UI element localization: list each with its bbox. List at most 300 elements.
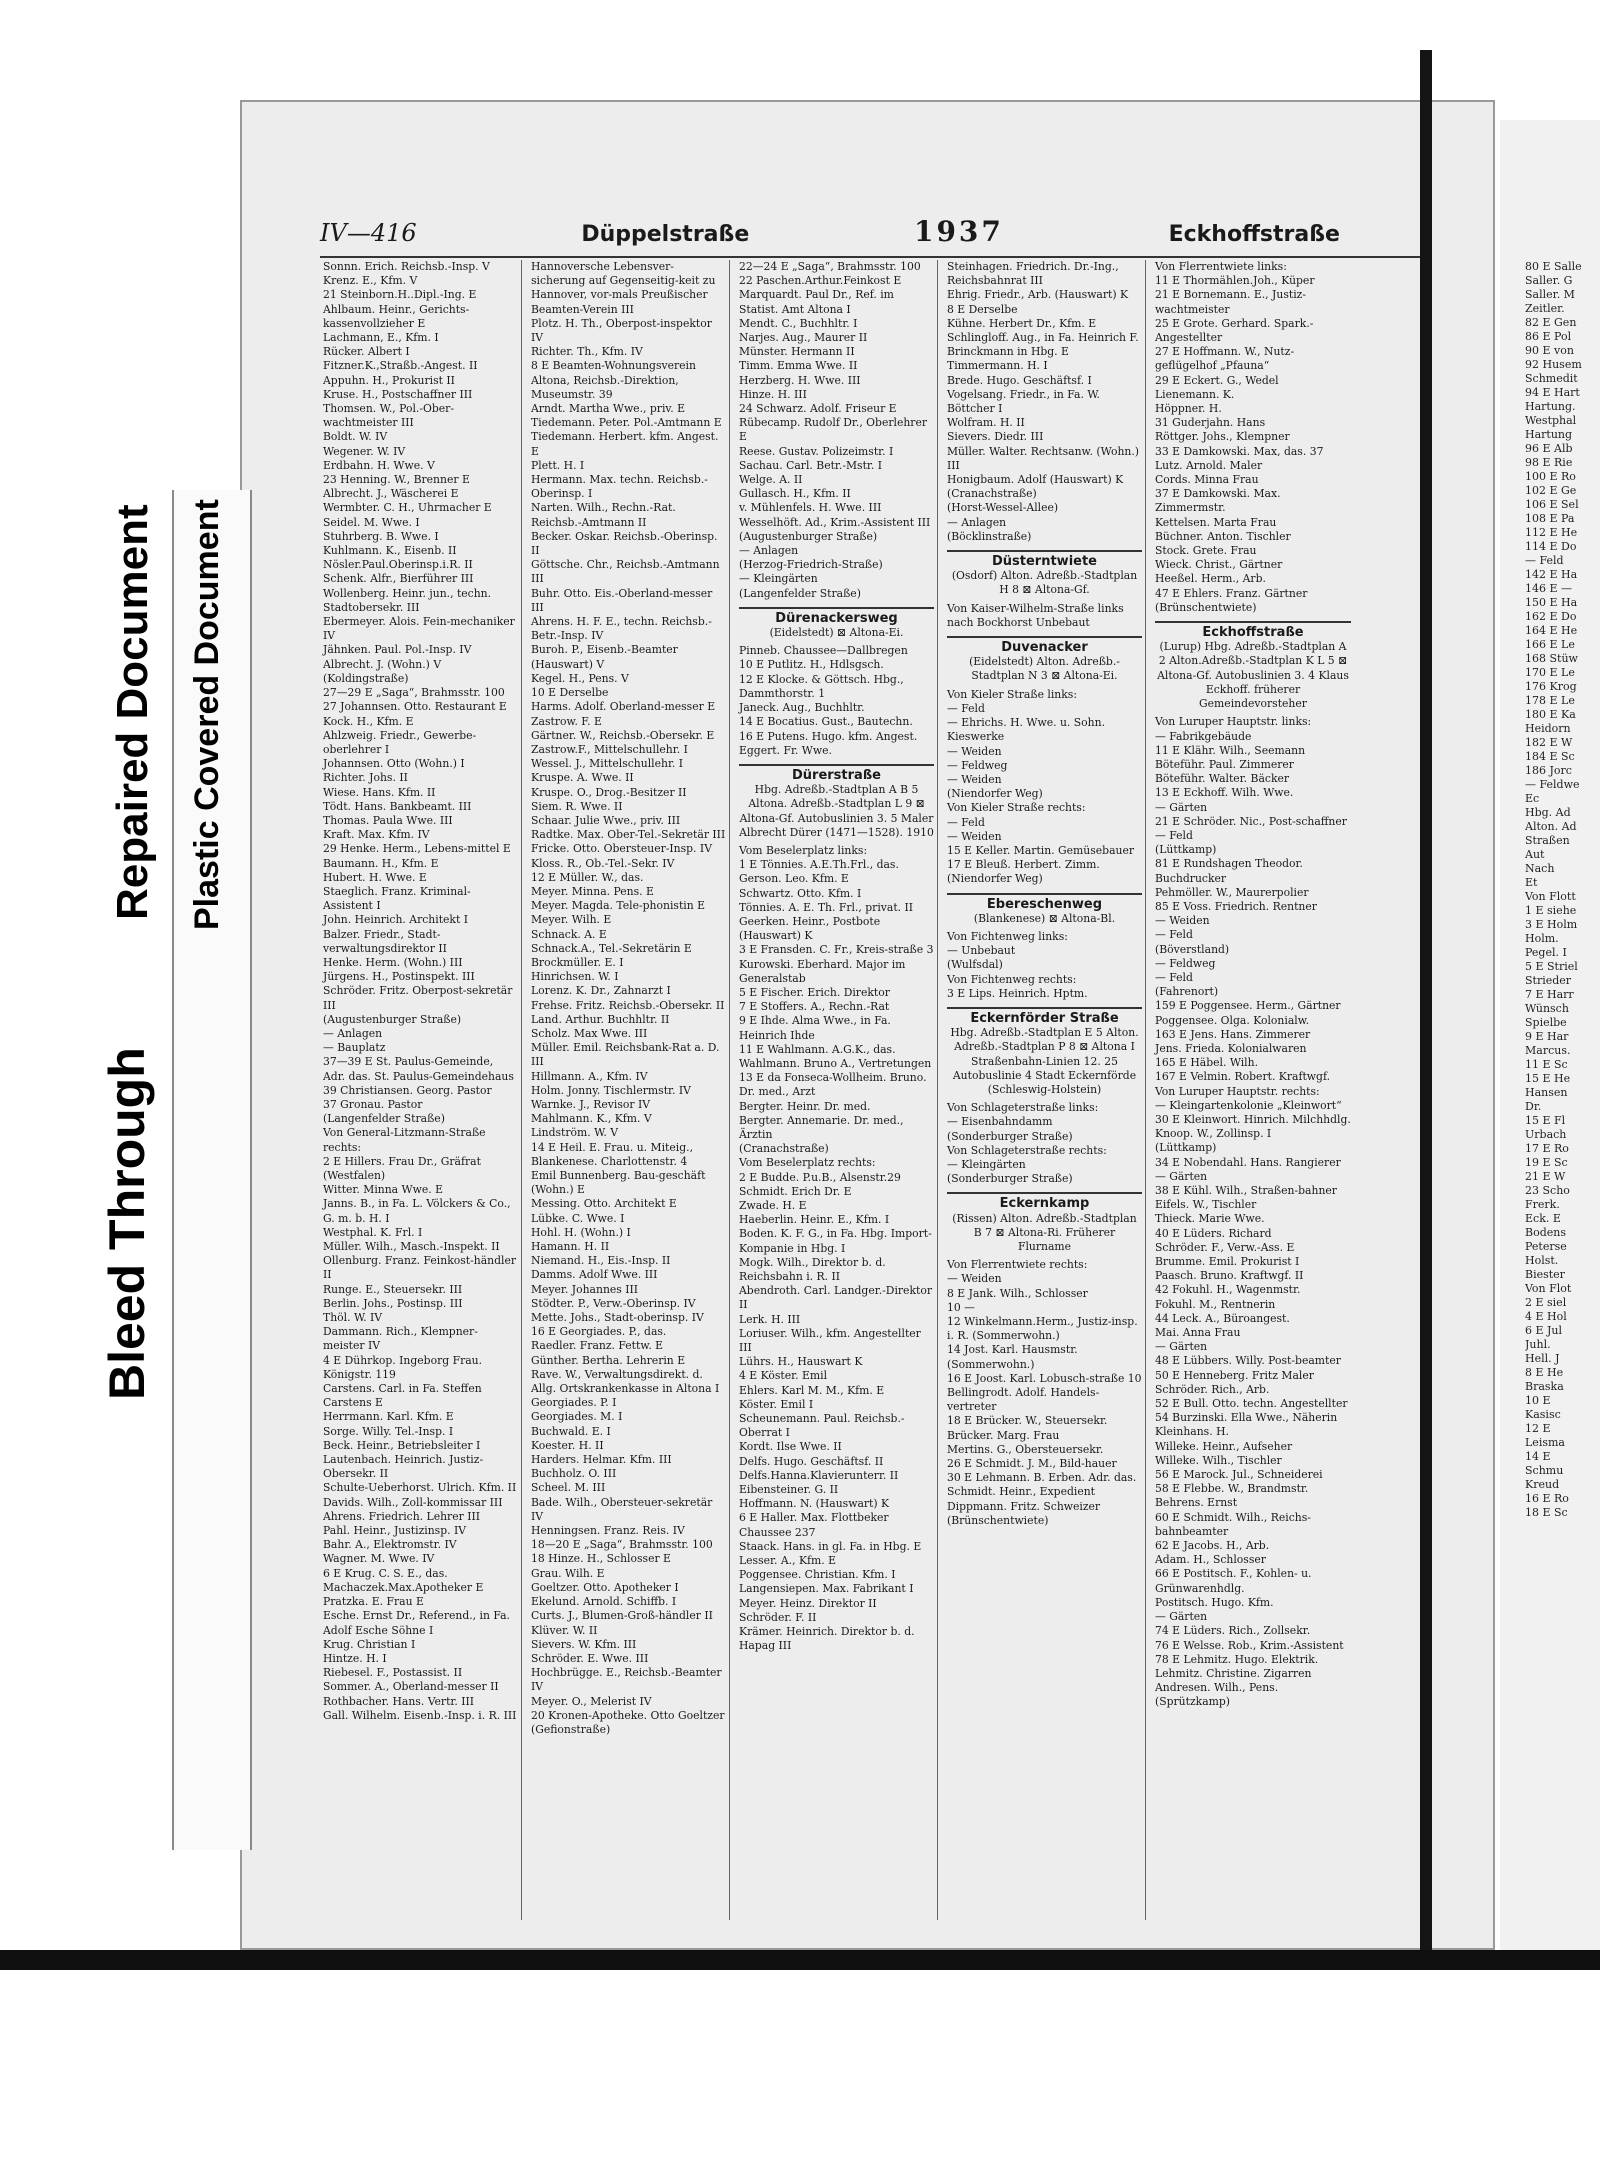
directory-entry: Von Kaiser-Wilhelm-Straße links nach Bockhorst Unbebaut <box>947 601 1128 629</box>
directory-entry: Raedler. Franz. Fettw. E <box>531 1339 664 1353</box>
directory-entry: Mertins. G., Obersteuersekr. <box>947 1442 1104 1456</box>
directory-entry: 60 E Schmidt. Wilh., Reichs-bahnbeamter <box>1155 1510 1311 1538</box>
directory-column <box>736 260 938 1920</box>
directory-entry: Scheunemann. Paul. Reichsb.-Oberrat I <box>739 1412 905 1440</box>
directory-entry: Niemand. H., Eis.-Insp. II <box>531 1254 671 1268</box>
directory-entry: 38 E Kühl. Wilh., Straßen-bahner <box>1155 1184 1337 1197</box>
next-page-line: 178 E Le <box>1525 694 1575 707</box>
directory-entry: Wagner. M. Wwe. IV <box>323 1552 435 1566</box>
directory-entry: Mai. Anna Frau <box>1155 1326 1241 1340</box>
directory-column <box>944 260 1146 1920</box>
next-page-line: 142 E Ha <box>1525 568 1578 581</box>
directory-entry: Harms. Adolf. Oberland-messer E <box>531 700 716 714</box>
directory-entry: Krämer. Heinrich. Direktor b. d. Hapag III <box>739 1625 919 1653</box>
next-page-line: 82 E Gen <box>1525 316 1577 329</box>
next-page-line: 180 E Ka <box>1525 708 1576 721</box>
directory-entry: 44 Leck. A., Büroangest. <box>1155 1311 1290 1325</box>
next-page-line: 1 E siehe <box>1525 904 1577 917</box>
directory-entry: Tönnies. A. E. Th. Frl., privat. II <box>739 900 914 914</box>
next-page-line: Braska <box>1525 1380 1564 1393</box>
directory-entry: Mette. Johs., Stadt-oberinsp. IV <box>531 1311 704 1325</box>
directory-entry: Kock. H., Kfm. E <box>323 714 414 728</box>
directory-entry: (Brünschentwiete) <box>947 1513 1049 1527</box>
street-title: Düsterntwiete <box>991 554 1097 570</box>
directory-entry: Narjes. Aug., Maurer II <box>739 331 868 345</box>
directory-entry: Poggensee. Christian. Kfm. I <box>739 1568 896 1582</box>
directory-entry: Lindström. W. V <box>531 1126 619 1140</box>
directory-entry: (Sprützkamp) <box>1155 1695 1231 1709</box>
directory-entry: Wollenberg. Heinr. jun., techn. Stadtobersekr. III <box>323 586 495 614</box>
directory-entry: 29 E Eckert. G., Wedel <box>1155 373 1279 387</box>
directory-entry: Paasch. Bruno. Kraftwgf. II <box>1155 1269 1304 1283</box>
directory-entry: Narten. Wilh., Rechn.-Rat. Reichsb.-Amtmann II <box>531 501 680 529</box>
directory-entry: 11 E Klähr. Wilh., Seemann <box>1155 743 1306 757</box>
directory-entry: 66 E Postitsch. F., Kohlen- u. Grünwarenhdlg. <box>1155 1567 1315 1595</box>
directory-entry: Kraft. Max. Kfm. IV <box>323 828 430 842</box>
next-page-line: Ec <box>1525 792 1540 805</box>
directory-entry: 22—24 E „Saga“, Brahmsstr. 100 <box>739 260 921 273</box>
street-details: Hbg. Adreßb.-Stadtplan A B 5 Altona. Adreßb.-Stadtplan L 9 ⊠ Altona-Gf. Autobuslinien 3. 5 Maler Albrecht Dürer (1471—1528). 1910 <box>739 783 934 839</box>
directory-entry: 14 Jost. Karl. Hausmstr. (Sommerwohn.) <box>947 1343 1082 1371</box>
next-page-line: Aut <box>1525 848 1545 861</box>
directory-entry: 34 E Nobendahl. Hans. Rangierer <box>1155 1155 1341 1169</box>
directory-entry: Radtke. Max. Ober-Tel.-Sekretär III <box>531 828 726 842</box>
next-page-line: 184 E Sc <box>1525 750 1575 763</box>
directory-entry: (Niendorfer Weg) <box>947 787 1043 801</box>
directory-entry: Schröder. Rich., Arb. <box>1155 1382 1270 1396</box>
directory-entry: Zwade. H. E <box>739 1199 807 1212</box>
directory-entry: Meyer. Wilh. E <box>531 913 612 927</box>
directory-entry: Von Schlageterstraße links: <box>947 1101 1099 1115</box>
next-page-line: Schmedit <box>1525 372 1578 385</box>
directory-entry: Göttsche. Chr., Reichsb.-Amtmann III <box>531 558 723 586</box>
directory-entry: (Langenfelder Straße) <box>739 586 861 600</box>
street-details: Hbg. Adreßb.-Stadtplan E 5 Alton. Adreßb.-Stadtplan P 8 ⊠ Altona I Straßenbahn-Linien 12. 25 Autobuslinie 4 Stadt Eckernförde (Schleswig-Holstein) <box>950 1026 1139 1096</box>
directory-entry: Janeck. Aug., Buchhltr. <box>739 701 865 715</box>
directory-entry: Lührs. H., Hauswart K <box>739 1355 863 1369</box>
directory-entry: Cords. Minna Frau <box>1155 473 1259 487</box>
directory-entry: — Feldweg <box>1155 956 1216 970</box>
directory-entry: Tiedemann. Herbert. kfm. Angest. E <box>531 430 722 458</box>
next-page-line: 186 Jorc <box>1525 764 1572 777</box>
directory-entry: 16 E Georgiades. P., das. <box>531 1325 667 1339</box>
next-page-line: 94 E Hart <box>1525 386 1580 399</box>
directory-entry: — Feld <box>1155 970 1193 984</box>
directory-entry: Eibensteiner. G. II <box>739 1483 839 1497</box>
directory-entry: Schmidt. Erich Dr. E <box>739 1184 852 1198</box>
directory-entry: Brede. Hugo. Geschäftsf. I <box>947 373 1092 387</box>
header-left-street: Düppelstraße <box>581 222 750 247</box>
directory-entry: Carstens. Carl. in Fa. Steffen Carstens E <box>323 1382 486 1410</box>
directory-entry: Zastrow. F. E <box>531 714 602 728</box>
directory-entry: Beck. Heinr., Betriebsleiter I <box>323 1438 481 1452</box>
directory-entry: Bade. Wilh., Obersteuer-sekretär IV <box>531 1495 716 1523</box>
directory-entry: Wegener. W. IV <box>323 444 406 458</box>
directory-column <box>528 260 730 1920</box>
directory-entry: Behrens. Ernst <box>1155 1496 1238 1510</box>
next-page-line: 108 E Pa <box>1525 512 1575 525</box>
directory-entry: Johannsen. Otto (Wohn.) I <box>323 757 465 771</box>
directory-entry: Vogelsang. Friedr., in Fa. W. Böttcher I <box>947 387 1104 416</box>
directory-entry: Thomas. Paula Wwe. III <box>323 813 453 827</box>
next-page-line: 106 E Sel <box>1525 498 1579 511</box>
directory-entry: 21 E Schröder. Nic., Post-schaffner <box>1155 814 1347 828</box>
directory-entry: 16 E Joost. Karl. Lobusch-straße 10 <box>947 1371 1142 1385</box>
directory-entry: 20 Kronen-Apotheke. Otto Goeltzer <box>531 1708 725 1722</box>
directory-entry: Albrecht. J. (Wohn.) V <box>323 657 442 671</box>
directory-entry: Meyer. O., Melerist IV <box>531 1694 652 1708</box>
street-heading <box>739 607 934 640</box>
directory-entry: Curts. J., Blumen-Groß-händler II <box>531 1609 713 1623</box>
directory-entry: Kloss. R., Ob.-Tel.-Sekr. IV <box>531 856 675 870</box>
directory-entry: Ehrig. Friedr., Arb. (Hauswart) K <box>947 288 1129 302</box>
directory-entry: Langensiepen. Max. Fabrikant I <box>739 1582 914 1596</box>
next-page-line: 15 E He <box>1525 1072 1571 1085</box>
directory-entry: Timmermann. H. I <box>947 359 1048 373</box>
street-details: (Eidelstedt) Alton. Adreßb.-Stadtplan N 3 ⊠ Altona-Ei. <box>969 655 1120 683</box>
directory-entry: (Koldingstraße) <box>323 671 409 685</box>
directory-entry: 1 E Tönnies. A.E.Th.Frl., das. <box>739 858 899 872</box>
next-page-line: 182 E W <box>1525 736 1573 749</box>
directory-entry: John. Heinrich. Architekt I <box>323 913 469 927</box>
next-page-line: Kasisc <box>1525 1408 1561 1421</box>
next-page-line: 166 E Le <box>1525 638 1575 651</box>
next-page-line: Bodens <box>1525 1226 1566 1239</box>
directory-entry: Hohl. H. (Wohn.) I <box>531 1225 631 1239</box>
directory-entry: Haeberlin. Heinr. E., Kfm. I <box>739 1213 890 1227</box>
directory-entry: (Böcklinstraße) <box>947 529 1032 543</box>
directory-entry: Münster. Hermann II <box>739 345 855 359</box>
directory-entry: Stödter. P., Verw.-Oberinsp. IV <box>531 1296 696 1310</box>
directory-entry: 23 Henning. W., Brenner E <box>323 473 470 487</box>
directory-entry: Warnke. J., Revisor IV <box>531 1097 651 1111</box>
directory-entry: 48 E Lübbers. Willy. Post-beamter <box>1155 1354 1341 1368</box>
directory-entry: Willeke. Wilh., Tischler <box>1155 1453 1282 1467</box>
directory-entry: Von Kieler Straße rechts: <box>947 801 1086 815</box>
side-labels <box>88 450 248 1850</box>
directory-entry: v. Mühlenfels. H. Wwe. III <box>739 501 882 515</box>
directory-entry: Siem. R. Wwe. II <box>531 799 623 813</box>
directory-entry: Ahlbaum. Heinr., Gerichts-kassenvollzieher E <box>323 302 470 330</box>
directory-entry: — Kleingärten <box>739 572 818 586</box>
directory-entry: Buroh. P., Eisenb.-Beamter (Hauswart) V <box>531 643 682 671</box>
directory-entry: (Lüttkamp) <box>1155 1141 1217 1155</box>
scanner-bottom-band <box>0 1950 1600 1970</box>
directory-entry: 26 E Schmidt. J. M., Bild-hauer <box>947 1457 1117 1471</box>
next-page-line: 146 E — <box>1525 582 1573 595</box>
directory-entry: Schmidt. Heinr., Expedient <box>947 1485 1096 1499</box>
directory-entry: Davids. Wilh., Zoll-kommissar III <box>323 1495 503 1509</box>
directory-entry: Von Fichtenweg rechts: <box>947 972 1077 986</box>
next-page-line: 150 E Ha <box>1525 596 1578 609</box>
directory-entry: (Gefionstraße) <box>531 1722 611 1736</box>
directory-entry: Goeltzer. Otto. Apotheker I <box>531 1580 679 1594</box>
directory-entry: Ahlzweig. Friedr., Gewerbe-oberlehrer I <box>323 728 477 756</box>
directory-entry: Thieck. Marie Wwe. <box>1155 1212 1265 1226</box>
directory-entry: (Böverstland) <box>1155 942 1230 956</box>
next-page-line: 14 E <box>1525 1450 1551 1463</box>
next-page-line: Kreud <box>1525 1478 1560 1491</box>
directory-entry: Dippmann. Fritz. Schweizer <box>947 1499 1101 1513</box>
directory-entry: Henningsen. Franz. Reis. IV <box>531 1524 685 1538</box>
next-page-text <box>1525 260 1600 1880</box>
directory-entry: 30 E Kleinwort. Hinrich. Milchhdlg. <box>1155 1112 1351 1126</box>
directory-entry: Abendroth. Carl. Landger.-Direktor II <box>739 1284 936 1312</box>
directory-entry: (Lüttkamp) <box>1155 843 1217 857</box>
directory-entry: Gullasch. H., Kfm. II <box>739 487 851 501</box>
directory-entry: Stock. Grete. Frau <box>1155 544 1257 558</box>
directory-entry: 30 E Lehmann. B. Erben. Adr. das. <box>947 1471 1137 1485</box>
directory-entry: Sonnn. Erich. Reichsb.-Insp. V <box>323 260 490 273</box>
page-year: 1937 <box>913 215 1004 248</box>
directory-entry: Brücker. Marg. Frau <box>947 1428 1060 1442</box>
next-page-line: 18 E Sc <box>1525 1506 1568 1519</box>
directory-entry: 8 E Derselbe <box>947 302 1018 316</box>
next-page-line: 6 E Jul <box>1525 1324 1563 1337</box>
directory-entry: — Fabrikgebäude <box>1155 729 1252 743</box>
directory-entry: 12 E Klocke. & Göttsch. Hbg., Dammthorstr. 1 <box>739 672 908 700</box>
directory-entry: Rave. W., Verwaltungsdirekt. d. Allg. Ortskrankenkasse in Altona I <box>531 1367 720 1396</box>
directory-entry: Büchner. Anton. Tischler <box>1155 529 1291 543</box>
directory-entry: — Gärten <box>1155 1610 1208 1624</box>
directory-entry: Jens. Frieda. Kolonialwaren <box>1155 1041 1307 1055</box>
directory-entry: Bahr. A., Elektromstr. IV <box>323 1538 457 1552</box>
next-page-line: 114 E Do <box>1525 540 1577 553</box>
directory-entry: Höppner. H. <box>1155 402 1222 416</box>
directory-entry: 4 E Dührkop. Ingeborg Frau. Königstr. 119 <box>323 1353 486 1381</box>
directory-entry: Sievers. Diedr. III <box>947 430 1044 444</box>
street-heading <box>1155 621 1351 711</box>
directory-entry: Timm. Emma Wwe. II <box>739 359 858 373</box>
directory-entry: Witter. Minna Wwe. E <box>323 1183 444 1197</box>
directory-entry: 6 E Haller. Max. Flottbeker Chaussee 237 <box>739 1511 893 1539</box>
next-page-line: Nach <box>1525 862 1555 875</box>
directory-entry: — Ehrichs. H. Wwe. u. Sohn. Kieswerke <box>947 716 1109 744</box>
directory-entry: Brumme. Emil. Prokurist I <box>1155 1255 1300 1269</box>
directory-entry: Schröder. F., Verw.-Ass. E <box>1155 1240 1295 1254</box>
directory-entry: Von General-Litzmann-Straße rechts: <box>323 1126 490 1154</box>
next-page-line: Spielbe <box>1525 1016 1567 1029</box>
directory-entry: Willeke. Heinr., Aufseher <box>1155 1439 1293 1453</box>
directory-entry: Sachau. Carl. Betr.-Mstr. I <box>739 458 883 472</box>
directory-entry: 78 E Lehmitz. Hugo. Elektrik. <box>1155 1652 1319 1666</box>
directory-entry: Lehmitz. Christine. Zigarren <box>1155 1666 1312 1680</box>
directory-entry: 13 E Eckhoff. Wilh. Wwe. <box>1155 786 1294 800</box>
directory-column <box>320 260 522 1920</box>
directory-entry: — Anlagen <box>947 515 1007 529</box>
directory-entry: Von Schlageterstraße rechts: <box>947 1143 1107 1157</box>
directory-column <box>1152 260 1354 1920</box>
directory-entry: Herrmann. Karl. Kfm. E <box>323 1410 454 1424</box>
directory-entry: Schlingloff. Aug., in Fa. Heinrich F. Brinckmann in Hbg. E <box>947 331 1143 359</box>
header-rule <box>320 256 1420 258</box>
next-page-line: 16 E Ro <box>1525 1492 1569 1505</box>
directory-entry: 18 E Brücker. W., Steuersekr. <box>947 1414 1108 1428</box>
directory-entry: Richter. Th., Kfm. IV <box>531 345 643 359</box>
next-page-line: Holst. <box>1525 1254 1559 1267</box>
directory-entry: 21 Steinborn.H..Dipl.-Ing. E <box>323 288 477 302</box>
directory-entry: Kettelsen. Marta Frau <box>1155 515 1277 529</box>
directory-entry: Schnack.A., Tel.-Sekretärin E <box>531 941 692 955</box>
directory-entry: Kleinhans. H. <box>1155 1425 1229 1439</box>
directory-entry: Ahrens. H. F. E., techn. Reichsb.-Betr.-Insp. IV <box>531 615 712 643</box>
directory-entry: Janns. B., in Fa. L. Völckers & Co., G. m. b. H. I <box>323 1197 515 1225</box>
directory-entry: 52 E Bull. Otto. techn. Angestellter <box>1155 1397 1348 1411</box>
directory-entry: — Anlagen <box>739 544 799 558</box>
directory-entry: (Sonderburger Straße) <box>947 1172 1073 1186</box>
next-page-line: Pegel. I <box>1525 946 1567 959</box>
directory-entry: Sievers. W. Kfm. III <box>531 1637 637 1651</box>
directory-entry: Zastrow.F., Mittelschullehr. I <box>531 742 688 756</box>
directory-entry: Bergter. Annemarie. Dr. med., Ärztin <box>739 1113 907 1141</box>
directory-entry: — Gärten <box>1155 1340 1208 1354</box>
directory-entry: 47 E Ehlers. Franz. Gärtner <box>1155 586 1308 600</box>
directory-entry: (Cranachstraße) <box>947 487 1037 501</box>
next-page-line: 19 E Sc <box>1525 1156 1568 1169</box>
directory-entry: Von Flerrentwiete rechts: <box>947 1258 1088 1272</box>
directory-entry: Lienemann. K. <box>1155 387 1235 401</box>
directory-entry: Dammann. Rich., Klempner-meister IV <box>323 1325 478 1353</box>
directory-entry: Schenk. Alfr., Bierführer III <box>323 572 474 586</box>
directory-entry: Ekelund. Arnold. Schiffb. I <box>531 1595 677 1609</box>
next-page-line: 11 E Sc <box>1525 1058 1568 1071</box>
street-details: (Rissen) Alton. Adreßb.-Stadtplan B 7 ⊠ Altona-Ri. Früherer Flurname <box>952 1211 1137 1253</box>
next-page-line: 5 E Striel <box>1525 960 1578 973</box>
header-right-street: Eckhoffstraße <box>1168 222 1340 247</box>
directory-entry: Hannoversche Lebensver-sicherung auf Gegenseitig-keit zu Hannover, vor-mals Preußischer Beamten-Verein III <box>531 260 719 316</box>
directory-columns <box>320 260 1480 1920</box>
directory-entry: Tödt. Hans. Bankbeamt. III <box>323 799 472 813</box>
directory-entry: 54 Burzinski. Ella Wwe., Näherin <box>1155 1411 1338 1425</box>
label-bleed-through: Bleed Through <box>99 1047 155 1400</box>
next-page-line: Straßen <box>1525 834 1570 847</box>
directory-entry: 27—29 E „Saga“, Brahmsstr. 100 <box>323 686 505 700</box>
directory-entry: Staack. Hans. in gl. Fa. in Hbg. E <box>739 1539 922 1553</box>
directory-entry: 10 — <box>947 1300 975 1314</box>
directory-entry: (Horst-Wessel-Allee) <box>947 501 1059 515</box>
directory-entry: Geerken. Heinr., Postbote (Hauswart) K <box>739 914 884 943</box>
directory-entry: Lorenz. K. Dr., Zahnarzt I <box>531 984 671 998</box>
street-title: Dürenackersweg <box>775 610 898 626</box>
next-page-line: Hell. J <box>1525 1352 1560 1365</box>
directory-entry: Hochbrügge. E., Reichsb.-Beamter IV <box>531 1666 726 1694</box>
directory-entry: Buchwald. E. I <box>531 1424 611 1438</box>
directory-entry: — Anlagen <box>323 1026 383 1040</box>
directory-entry: Fricke. Otto. Obersteuer-Insp. IV <box>531 842 712 856</box>
directory-entry: Schaar. Julie Wwe., priv. III <box>531 813 681 827</box>
next-page-line: Marcus. <box>1525 1044 1571 1057</box>
next-page-line: 12 E <box>1525 1422 1551 1435</box>
directory-entry: Heeßel. Herm., Arb. <box>1155 572 1266 586</box>
next-page-line: 8 E He <box>1525 1366 1564 1379</box>
directory-entry: Richter. Johs. II <box>323 771 408 785</box>
directory-entry: Lerk. H. III <box>739 1312 801 1326</box>
directory-entry: Wieck. Christ., Gärtner <box>1155 558 1283 572</box>
directory-entry: 163 E Jens. Hans. Zimmerer <box>1155 1027 1311 1041</box>
directory-entry: Kurowski. Eberhard. Major im Generalstab <box>739 957 909 985</box>
next-page-line: Dr. <box>1525 1100 1542 1113</box>
directory-entry: Pahl. Heinr., Justizinsp. IV <box>323 1524 467 1538</box>
directory-entry: (Sonderburger Straße) <box>947 1129 1073 1143</box>
next-page-line: Peterse <box>1525 1240 1567 1253</box>
directory-entry: Pinneb. Chaussee—Dallbregen <box>739 644 908 658</box>
next-page-line: 162 E Do <box>1525 610 1577 623</box>
directory-entry: Müller. Emil. Reichsbank-Rat a. D. III <box>531 1041 723 1069</box>
next-page-line: Urbach <box>1525 1128 1567 1141</box>
directory-entry: Westphal. K. Frl. I <box>323 1225 423 1239</box>
directory-entry: 3 E Lips. Heinrich. Hptm. <box>947 986 1088 1000</box>
directory-entry: (Augustenburger Straße) <box>323 1012 462 1026</box>
directory-entry: — Feld <box>1155 828 1193 842</box>
directory-entry: Herzberg. H. Wwe. III <box>739 373 861 387</box>
directory-entry: — Gärten <box>1155 1169 1208 1183</box>
next-page-line: Eck. E <box>1525 1212 1561 1225</box>
next-page-line: Frerk. <box>1525 1198 1560 1211</box>
directory-entry: 3 E Fransden. C. Fr., Kreis-straße 3 <box>739 943 934 957</box>
next-page-line: — Feldwe <box>1525 778 1580 791</box>
directory-entry: Delfs.Hanna.Klavierunterr. II <box>739 1468 899 1482</box>
directory-entry: Mahlmann. K., Kfm. V <box>531 1112 652 1126</box>
next-page-line: 86 E Pol <box>1525 330 1572 343</box>
directory-entry: Pratzka. E. Frau E <box>323 1595 424 1609</box>
directory-entry: 2 E Budde. P.u.B., Alsenstr.29 <box>739 1170 901 1184</box>
next-page-line: Schmu <box>1525 1464 1564 1477</box>
directory-entry: Bellingrodt. Adolf. Handels-vertreter <box>947 1386 1100 1414</box>
directory-entry: Buhr. Otto. Eis.-Oberland-messer III <box>531 586 716 614</box>
directory-entry: (Wulfsdal) <box>947 958 1003 972</box>
directory-entry: 8 E Jank. Wilh., Schlosser <box>947 1286 1088 1300</box>
directory-entry: 74 E Lüders. Rich., Zollsekr. <box>1155 1624 1311 1638</box>
next-page-line: Saller. M <box>1525 288 1575 301</box>
directory-entry: Hinze. H. III <box>739 387 807 401</box>
directory-entry: Lautenbach. Heinrich. Justiz-Obersekr. II <box>323 1453 484 1481</box>
directory-entry: Georgiades. M. I <box>531 1410 623 1424</box>
next-page-line: 17 E Ro <box>1525 1142 1569 1155</box>
directory-entry: Meyer. Magda. Tele-phonistin E <box>531 899 706 913</box>
directory-entry: Sorge. Willy. Tel.-Insp. I <box>323 1424 454 1438</box>
directory-entry: Koester. H. II <box>531 1438 604 1452</box>
directory-entry: Von Luruper Hauptstr. rechts: <box>1155 1084 1320 1098</box>
page-content <box>240 100 1495 1950</box>
directory-entry: 76 E Welsse. Rob., Krim.-Assistent <box>1155 1638 1344 1652</box>
directory-entry: — Feld <box>947 701 985 715</box>
directory-entry: 10 E Putlitz. H., Hdlsgsch. <box>739 658 884 672</box>
directory-entry: Vom Beselerplatz links: <box>739 843 868 857</box>
directory-entry: — Bauplatz <box>323 1041 386 1055</box>
page-header <box>320 215 1340 251</box>
directory-entry: Seidel. M. Wwe. I <box>323 515 420 529</box>
next-page-line: 92 Husem <box>1525 358 1582 371</box>
next-page-line: 7 E Harr <box>1525 988 1574 1001</box>
directory-entry: — Gärten <box>1155 800 1208 814</box>
directory-entry: Müller. Wilh., Masch.-Inspekt. II <box>323 1240 500 1254</box>
next-page-line: 21 E W <box>1525 1170 1566 1183</box>
directory-entry: Günther. Bertha. Lehrerin E <box>531 1353 686 1367</box>
directory-entry: Schröder. Fritz. Oberpost-sekretär III <box>323 984 516 1012</box>
directory-entry: 21 E Bornemann. E., Justiz-wachtmeister <box>1155 288 1306 316</box>
directory-entry: Böteführ. Paul. Zimmerer <box>1155 757 1294 771</box>
directory-entry: Fokuhl. M., Rentnerin <box>1155 1297 1276 1311</box>
directory-entry: Eggert. Fr. Wwe. <box>739 743 832 757</box>
directory-entry: Brockmüller. E. I <box>531 955 624 969</box>
directory-entry: Sommer. A., Oberland-messer II <box>323 1680 499 1694</box>
directory-entry: Rübecamp. Rudolf Dr., Oberlehrer E <box>739 416 931 444</box>
directory-entry: Schwartz. Otto. Kfm. I <box>739 886 862 900</box>
directory-entry: Adam. H., Schlosser <box>1155 1553 1266 1567</box>
directory-entry: 5 E Fischer. Erich. Direktor <box>739 985 890 999</box>
directory-entry: Krenz. E., Kfm. V <box>323 274 418 288</box>
directory-entry: 167 E Velmin. Robert. Kraftwgf. <box>1155 1070 1331 1084</box>
